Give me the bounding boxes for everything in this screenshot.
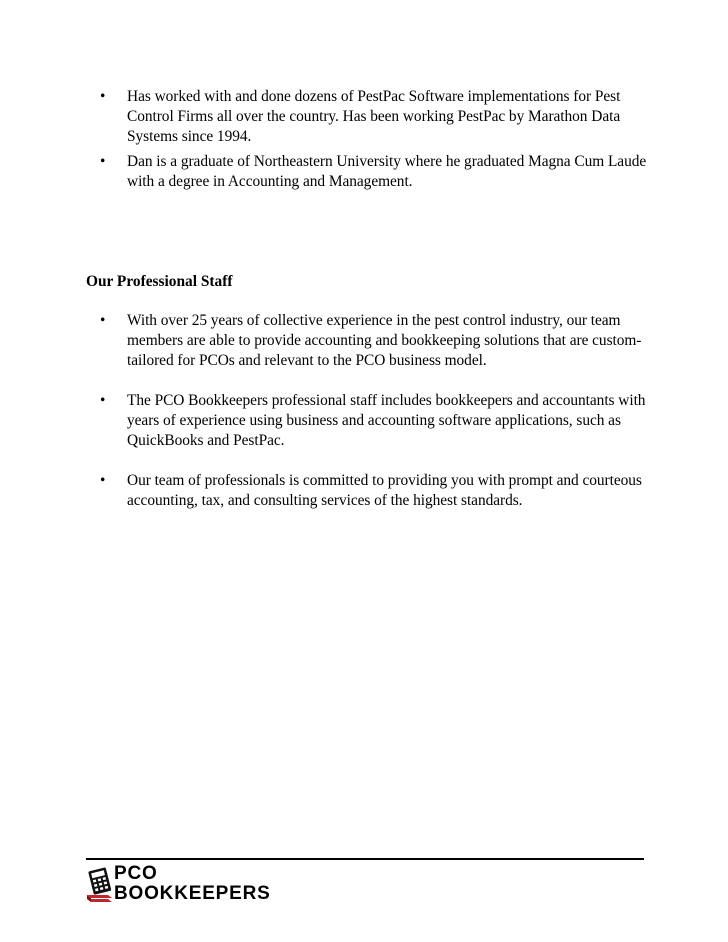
bullet-icon: •: [100, 88, 106, 105]
list-item-text: Has worked with and done dozens of PestPac Software implementations for Pest Control Firms all over the country. Has been working PestPac by Marathon Data Systems since 1994.: [127, 88, 621, 145]
company-logo: [86, 864, 306, 908]
list-item: [100, 471, 660, 511]
logo-line-pco: PCO: [114, 863, 158, 884]
list-item-text: The PCO Bookkeepers professional staff includes bookkeepers and accountants with years of experience using business and accounting software applications, such as QuickBooks and PestPac.: [127, 392, 646, 449]
bullet-icon: •: [100, 472, 106, 489]
list-item-text: Dan is a graduate of Northeastern University where he graduated Magna Cum Laude with a degree in Accounting and Management.: [127, 153, 647, 190]
bullet-icon: •: [100, 392, 106, 409]
section-heading: Our Professional Staff: [86, 273, 233, 290]
list-item-text: With over 25 years of collective experience in the pest control industry, our team members are able to provide accounting and bookkeeping solutions that are custom-tailored for PCOs and relevant to the PCO business model.: [127, 312, 642, 369]
logo-line-bookkeepers: BOOKKEEPERS: [114, 883, 271, 904]
calculator-books-icon: [86, 867, 116, 905]
bio-bullet-list: [100, 87, 660, 192]
bullet-icon: •: [100, 153, 106, 170]
logo-wordmark: [114, 864, 271, 904]
list-item: [100, 152, 660, 192]
footer-divider: [86, 858, 644, 860]
list-item: [100, 87, 660, 147]
staff-bullet-list: [100, 311, 660, 511]
bullet-icon: •: [100, 312, 106, 329]
list-item: [100, 311, 660, 371]
list-item: [100, 391, 660, 451]
list-item-text: Our team of professionals is committed to providing you with prompt and courteous accounting, tax, and consulting services of the highest standards.: [127, 472, 642, 509]
